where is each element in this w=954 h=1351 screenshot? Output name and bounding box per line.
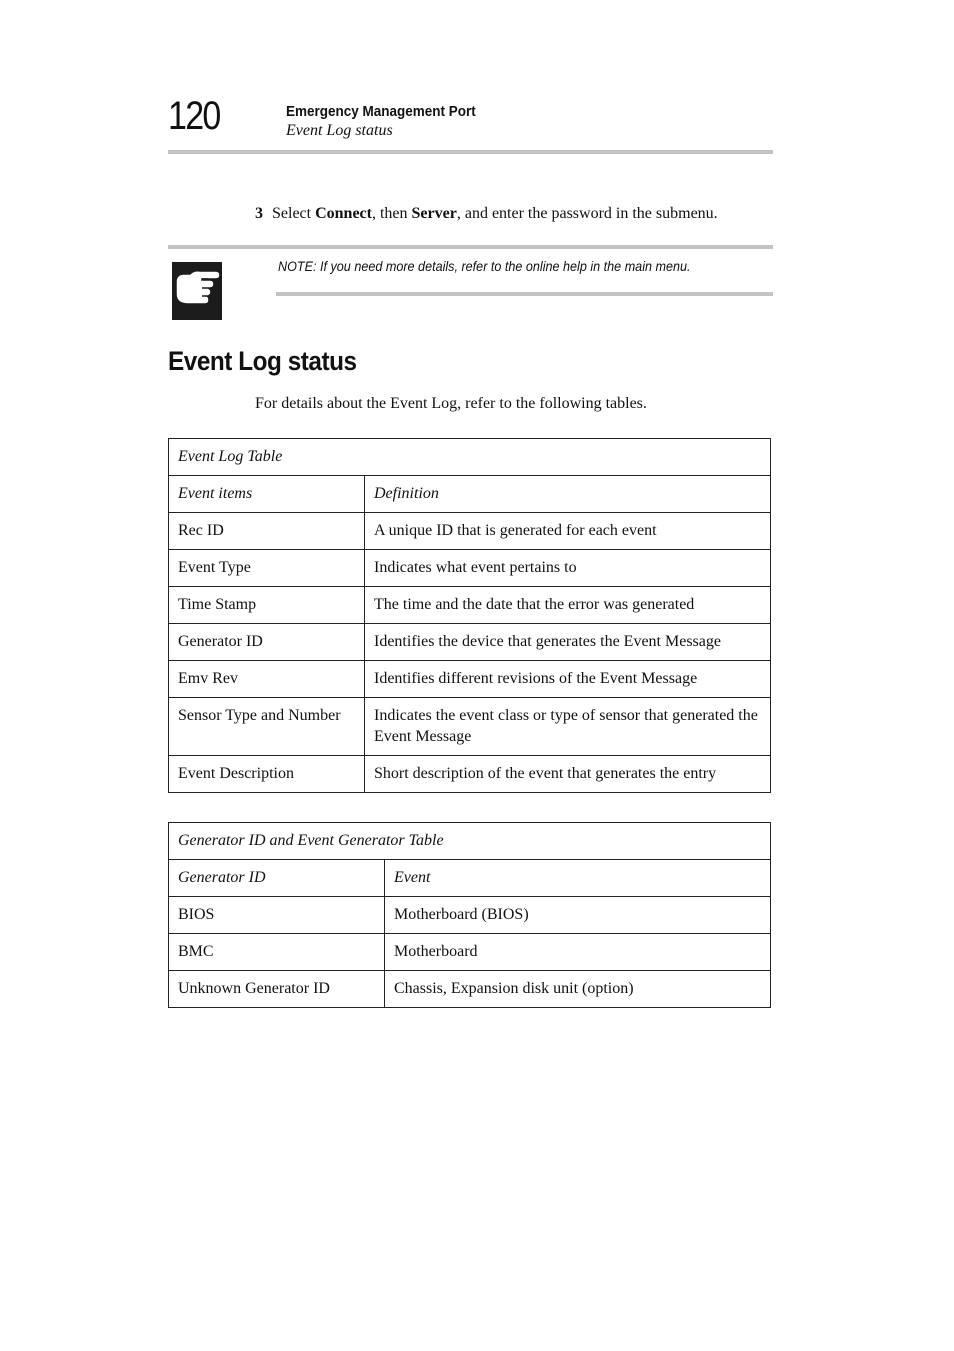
table-caption-row xyxy=(169,439,771,476)
table-cell: Short description of the event that generates the entry xyxy=(365,756,771,793)
event-log-table xyxy=(168,438,771,793)
table-cell: A unique ID that is generated for each event xyxy=(365,513,771,550)
generator-id-table xyxy=(168,822,771,1008)
table-cell: Indicates the event class or type of sensor that generated the Event Message xyxy=(365,698,771,756)
table-row xyxy=(169,934,771,971)
table-cell: Motherboard (BIOS) xyxy=(385,897,771,934)
table-cell: BIOS xyxy=(169,897,385,934)
note-bottom-rule xyxy=(276,292,773,296)
table-row xyxy=(169,698,771,756)
server-menu-label: Server xyxy=(411,205,457,222)
table-cell: Sensor Type and Number xyxy=(169,698,365,756)
step-text-1: Select xyxy=(272,205,316,222)
note-top-rule xyxy=(168,245,773,249)
table-row xyxy=(169,624,771,661)
table-cell: Emv Rev xyxy=(169,661,365,698)
table-row xyxy=(169,661,771,698)
pointing-hand-icon xyxy=(172,262,222,320)
table-caption: Generator ID and Event Generator Table xyxy=(169,823,771,860)
chapter-title: Emergency Management Port xyxy=(286,103,476,120)
table-row xyxy=(169,550,771,587)
table-cell: Generator ID xyxy=(169,624,365,661)
note-text: NOTE: If you need more details, refer to the online help in the main menu. xyxy=(278,258,691,274)
section-heading: Event Log status xyxy=(168,346,357,376)
table-cell: Time Stamp xyxy=(169,587,365,624)
step-number: 3 xyxy=(255,205,263,222)
intro-paragraph: For details about the Event Log, refer to the following tables. xyxy=(255,395,647,412)
connect-menu-label: Connect xyxy=(315,205,372,222)
table-row xyxy=(169,897,771,934)
table-row xyxy=(169,756,771,793)
column-header: Generator ID xyxy=(169,860,385,897)
table-cell: Identifies different revisions of the Event Message xyxy=(365,661,771,698)
column-header: Event items xyxy=(169,476,365,513)
step-text-2: , then xyxy=(371,205,412,222)
table-row xyxy=(169,513,771,550)
table-cell: The time and the date that the error was generated xyxy=(365,587,771,624)
table-header-row xyxy=(169,860,771,897)
step-instruction xyxy=(255,205,718,223)
step-text-3: , and enter the password in the submenu. xyxy=(456,205,718,222)
table-caption-row xyxy=(169,823,771,860)
table-cell: Motherboard xyxy=(385,934,771,971)
header-rule xyxy=(168,150,773,154)
table-cell: Indicates what event pertains to xyxy=(365,550,771,587)
table-cell: Event Type xyxy=(169,550,365,587)
table-row xyxy=(169,971,771,1008)
table-cell: Rec ID xyxy=(169,513,365,550)
section-title: Event Log status xyxy=(286,122,393,139)
table-caption: Event Log Table xyxy=(169,439,771,476)
table-cell: Identifies the device that generates the Event Message xyxy=(365,624,771,661)
table-header-row xyxy=(169,476,771,513)
table-cell: Chassis, Expansion disk unit (option) xyxy=(385,971,771,1008)
column-header: Definition xyxy=(365,476,771,513)
table-cell: Event Description xyxy=(169,756,365,793)
column-header: Event xyxy=(385,860,771,897)
table-row xyxy=(169,587,771,624)
table-cell: Unknown Generator ID xyxy=(169,971,385,1008)
table-cell: BMC xyxy=(169,934,385,971)
page-number: 120 xyxy=(168,94,220,138)
